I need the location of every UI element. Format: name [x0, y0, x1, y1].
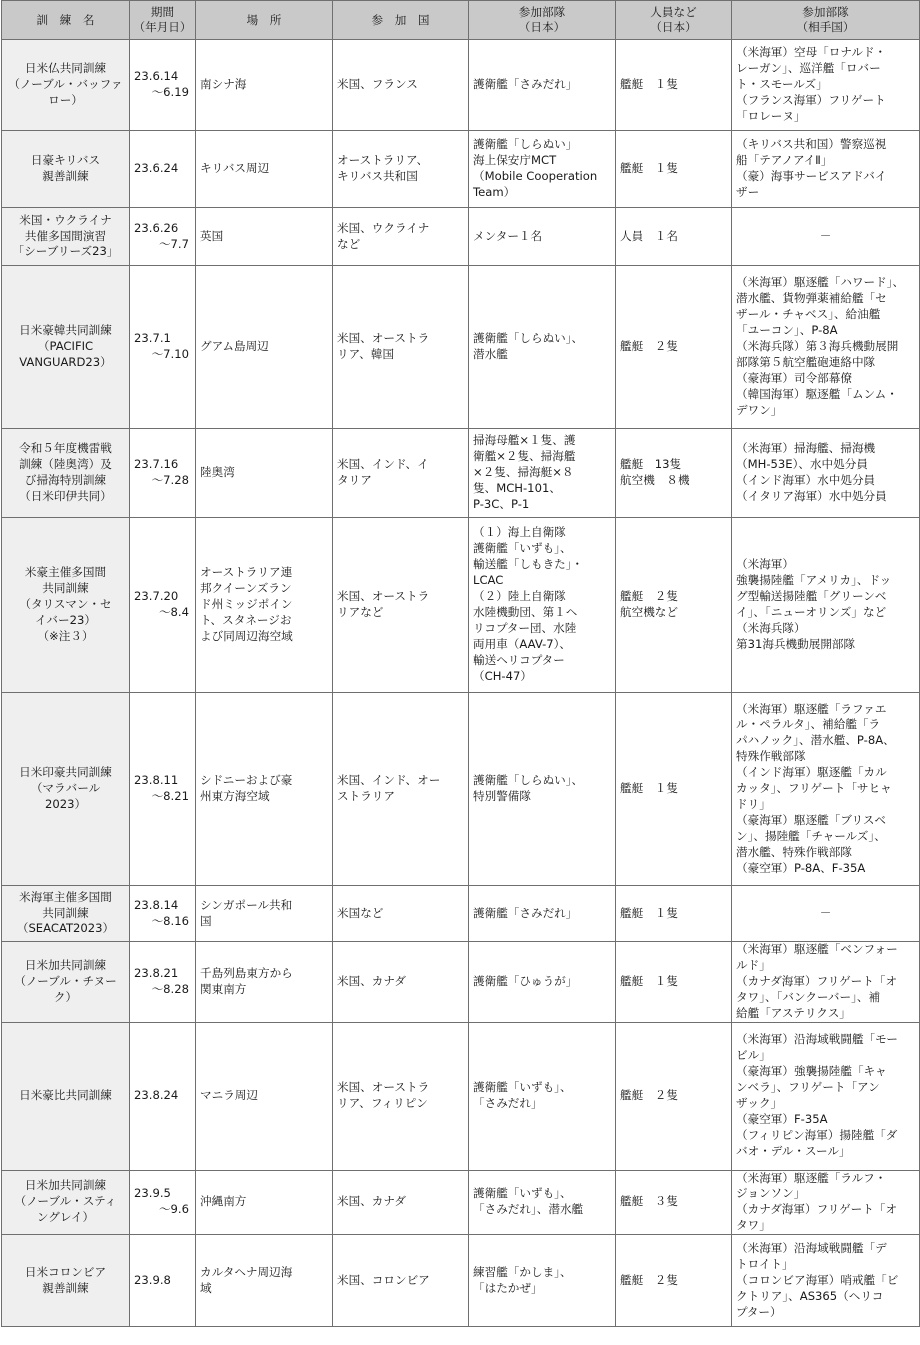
cell-units-partner [732, 518, 920, 693]
cell-name-text: 日米コロンビア 親善訓練 [24, 1264, 107, 1295]
table-row [2, 1022, 920, 1170]
cell-personnel [616, 693, 732, 886]
cell-personnel [616, 1170, 732, 1235]
cell-units-japan-text: 護衛艦「いずも」、 「さみだれ」 [473, 1080, 572, 1111]
cell-place [196, 208, 333, 266]
cell-name [2, 131, 130, 208]
cell-units-japan [469, 518, 616, 693]
cell-units-japan [469, 208, 616, 266]
header-row [2, 1, 920, 40]
period-start: 23.7.20 [134, 589, 179, 604]
cell-units-japan [469, 40, 616, 131]
table-row [2, 40, 920, 131]
cell-name [2, 40, 130, 131]
period-start: 23.9.8 [134, 1272, 171, 1287]
cell-countries-text: 米国、オーストラ リア、韓国 [337, 331, 430, 361]
period-start: 23.7.1 [134, 331, 171, 346]
cell-name-text: 日米豪比共同訓練 [19, 1088, 112, 1103]
table-row [2, 518, 920, 693]
period-start: 23.6.14 [134, 69, 179, 84]
cell-units-partner [732, 208, 920, 266]
period-start: 23.8.21 [134, 965, 179, 980]
cell-name-text: 米国・ウクライナ 共催多国間演習 「シーブリーズ23」 [12, 212, 119, 259]
cell-name [2, 1170, 130, 1235]
cell-personnel-text: 艦艇 １隻 [620, 781, 678, 796]
cell-countries-text: 米国、カナダ [337, 973, 406, 988]
cell-period [130, 208, 196, 266]
cell-place-text: グアム島周辺 [200, 339, 269, 354]
cell-countries-text: 米国など [337, 905, 384, 920]
cell-units-partner [732, 1170, 920, 1235]
cell-place-text: 英国 [200, 228, 224, 243]
cell-place-text: シンガポール共和 国 [200, 897, 293, 928]
cell-units-japan [469, 942, 616, 1023]
cell-place-text: カルタヘナ周辺海 域 [200, 1264, 293, 1295]
header-countries: 参 加 国 [333, 1, 469, 40]
cell-name [2, 886, 130, 942]
cell-period [130, 518, 196, 693]
cell-countries [333, 518, 469, 693]
cell-name [2, 1022, 130, 1170]
cell-name-text: 日米印豪共同訓練 （マラバール 2023） [19, 765, 112, 811]
period-end: ～7.7 [158, 236, 189, 251]
cell-name [2, 942, 130, 1023]
cell-units-partner [732, 942, 920, 1023]
cell-units-partner-text: － [819, 905, 832, 920]
cell-name-text: 日米豪韓共同訓練 （PACIFIC VANGUARD23） [19, 323, 112, 369]
cell-countries-text: 米国、インド、イ タリア [337, 457, 429, 487]
period-end: ～8.16 [151, 913, 189, 928]
cell-place-text: シドニーおよび豪 州東方海空域 [200, 773, 293, 803]
cell-place-text: オーストラリア連 邦クイーンズラン ド州ミッジポイン ト、スタネージお よび同周辺海空域 [200, 565, 293, 643]
cell-personnel-text: 艦艇 ２隻 [620, 339, 678, 354]
cell-units-partner [732, 1235, 920, 1327]
period-start: 23.6.24 [134, 161, 179, 176]
cell-units-japan-text: 護衛艦「いずも」、 「さみだれ」、潜水艦 [473, 1186, 584, 1217]
cell-units-japan-text: 護衛艦「しらぬい」、 特別警備隊 [473, 773, 584, 803]
cell-units-partner-text: （米海軍）沿海域戦闘艦「モー ビル」 （豪海軍）強襲揚陸艦「キャ ンベラ」、フリゲート「アン ザック」 （豪空軍）F-35A （フィリピン海軍）揚陸艦「ダ バオ・デル・スール」 [736, 1032, 898, 1158]
cell-period [130, 429, 196, 518]
table-row [2, 886, 920, 942]
cell-personnel-text: 艦艇 １隻 [620, 973, 678, 988]
cell-period [130, 131, 196, 208]
period-start: 23.7.16 [134, 457, 179, 472]
cell-countries-text: 米国、オーストラ リアなど [337, 589, 430, 619]
table-row [2, 131, 920, 208]
period-end: ～7.10 [151, 347, 189, 361]
cell-countries [333, 131, 469, 208]
cell-personnel [616, 429, 732, 518]
cell-place [196, 942, 333, 1023]
cell-units-partner-text: （米海軍）駆逐艦「ハワード」、 潜水艦、貨物弾薬補給艦「セ ザール・チャベス」、給油艦 「ユーコン」、P-8A （米海兵隊）第３海兵機動展開 部隊第５航空艦砲連絡中隊 （豪海軍）司令部幕僚 （韓国海軍）駆逐艦「ムンム・ デワン」 [736, 275, 905, 417]
header-units-japan: 参加部隊 （日本） [469, 1, 616, 40]
cell-personnel-text: 艦艇 １隻 [620, 905, 678, 920]
cell-place [196, 693, 333, 886]
cell-countries [333, 1170, 469, 1235]
cell-personnel [616, 40, 732, 131]
period-end: ～8.21 [151, 789, 189, 803]
cell-units-partner [732, 1022, 920, 1170]
cell-units-partner-text: （米海軍）沿海域戦闘艦「デ トロイト」 （コロンビア海軍）哨戒艦「ビ クトリア」、AS365（ヘリコ プター） [736, 1240, 899, 1319]
cell-name [2, 1235, 130, 1327]
cell-countries-text: 米国、ウクライナ など [337, 220, 430, 251]
period-end: ～8.4 [158, 605, 189, 619]
cell-personnel [616, 518, 732, 693]
cell-personnel [616, 131, 732, 208]
table-row [2, 1170, 920, 1235]
cell-period [130, 942, 196, 1023]
period-start: 23.8.14 [134, 897, 179, 912]
cell-period [130, 693, 196, 886]
cell-units-partner [732, 429, 920, 518]
period-start: 23.8.11 [134, 773, 179, 788]
cell-place [196, 1235, 333, 1327]
cell-units-japan-text: 掃海母艦×１隻、護 衛艦×２隻、掃海艦 ×２隻、掃海艇×８ 隻、MCH-101、 P-3C、P-1 [473, 433, 576, 511]
period-end: ～7.28 [151, 473, 189, 487]
cell-countries-text: 米国、コロンビア [337, 1272, 430, 1287]
cell-units-japan [469, 693, 616, 886]
cell-units-partner [732, 266, 920, 429]
cell-name [2, 266, 130, 429]
cell-units-partner-text: （米海軍）駆逐艦「ベンフォー ルド」 （カナダ海軍）フリゲート「オ タワ」、「バンクーバー」、補 給艦「アステリクス」 [736, 942, 898, 1020]
table-row [2, 1235, 920, 1327]
header-period: 期間 （年月日） [130, 1, 196, 40]
cell-name [2, 208, 130, 266]
cell-countries [333, 1235, 469, 1327]
period-end: ～6.19 [151, 85, 189, 99]
cell-place [196, 518, 333, 693]
cell-name-text: 日米加共同訓練 （ノーブル・チヌー ク） [14, 957, 117, 1004]
cell-name [2, 429, 130, 518]
cell-period [130, 40, 196, 131]
cell-personnel-text: 艦艇 13隻 航空機 ８機 [620, 457, 690, 487]
joint-exercise-table [1, 0, 920, 1327]
cell-personnel-text: 艦艇 １隻 [620, 77, 678, 92]
cell-countries-text: 米国、フランス [337, 77, 418, 92]
cell-period [130, 886, 196, 942]
cell-units-japan-text: メンター１名 [473, 228, 543, 243]
cell-personnel-text: 艦艇 ２隻 航空機など [620, 589, 678, 619]
cell-place-text: 沖縄南方 [200, 1194, 247, 1209]
cell-countries [333, 208, 469, 266]
cell-countries [333, 942, 469, 1023]
period-start: 23.6.26 [134, 220, 179, 235]
cell-place [196, 266, 333, 429]
cell-units-japan [469, 1022, 616, 1170]
header-place: 場 所 [196, 1, 333, 40]
cell-countries-text: 米国、オーストラ リア、フィリピン [337, 1080, 430, 1111]
cell-units-japan [469, 1170, 616, 1235]
cell-place-text: 千島列島東方から 関東南方 [200, 965, 293, 996]
cell-name-text: 日豪キリバス 親善訓練 [30, 153, 101, 183]
cell-units-japan-text: 練習艦「かしま」、 「はたかぜ」 [473, 1264, 572, 1295]
cell-place [196, 1170, 333, 1235]
cell-period [130, 266, 196, 429]
cell-personnel [616, 266, 732, 429]
cell-countries-text: 米国、カナダ [337, 1194, 406, 1209]
cell-personnel [616, 942, 732, 1023]
cell-units-partner [732, 40, 920, 131]
cell-personnel-text: 艦艇 １隻 [620, 161, 678, 176]
cell-countries [333, 886, 469, 942]
cell-units-partner-text: （米海軍）掃海艦、掃海機 （MH-53E）、水中処分員 （インド海軍）水中処分員 （イタリア海軍）水中処分員 [736, 441, 887, 503]
cell-units-partner [732, 131, 920, 208]
cell-personnel [616, 886, 732, 942]
cell-name-text: 日米加共同訓練 （ノーブル・スティ ングレイ） [14, 1178, 117, 1225]
cell-units-partner [732, 886, 920, 942]
cell-period [130, 1170, 196, 1235]
cell-place-text: 陸奥湾 [200, 465, 235, 480]
table-row [2, 429, 920, 518]
cell-units-japan [469, 886, 616, 942]
period-start: 23.9.5 [134, 1186, 171, 1201]
cell-countries [333, 266, 469, 429]
cell-units-japan-text: （１）海上自衛隊 護衛艦「いずも」、 輸送艦「しもきた」・ LCAC （２）陸上自衛隊 水陸機動団、第１ヘ リコプター団、水陸 両用車（AAV-7）、 輸送ヘリコプター （CH-47） [473, 525, 584, 683]
table-row [2, 942, 920, 1023]
cell-units-japan [469, 429, 616, 518]
header-name: 訓 練 名 [2, 1, 130, 40]
cell-units-partner [732, 693, 920, 886]
cell-units-japan-text: 護衛艦「さみだれ」 [473, 77, 578, 92]
cell-units-partner-text: （米海軍）駆逐艦「ラルフ・ ジョンソン」 （カナダ海軍）フリゲート「オ タワ」 [736, 1170, 898, 1233]
cell-personnel [616, 1235, 732, 1327]
cell-countries [333, 1022, 469, 1170]
cell-units-partner-text: － [819, 228, 832, 243]
cell-place-text: キリバス周辺 [200, 161, 270, 176]
cell-personnel [616, 1022, 732, 1170]
period-end: ～9.6 [158, 1202, 189, 1217]
cell-personnel [616, 208, 732, 266]
cell-personnel-text: 人員 １名 [620, 228, 678, 243]
cell-countries [333, 40, 469, 131]
cell-place [196, 429, 333, 518]
cell-units-japan-text: 護衛艦「しらぬい」 海上保安庁MCT （Mobile Cooperation Team） [473, 137, 598, 199]
table-row [2, 208, 920, 266]
cell-countries-text: 米国、インド、オー ストラリア [337, 773, 441, 803]
header-units-partner: 参加部隊 （相手国） [732, 1, 920, 40]
cell-name-text: 日米仏共同訓練 （ノーブル・バッファロー） [8, 61, 123, 107]
cell-units-partner-text: （米海軍）駆逐艦「ラファエ ル・ペラルタ」、補給艦「ラ パハノック」、潜水艦、P-8A、 特殊作戦部隊 （インド海軍）駆逐艦「カル カッタ」、フリゲート「サヒャ ドリ」 （豪海軍）駆逐艦「ブリスベ ン」、揚陸艦「チャールズ」、 潜水艦、特殊作戦部隊 （豪空軍）P-8A、F-35A [736, 701, 895, 875]
cell-name [2, 518, 130, 693]
header-personnel: 人員など （日本） [616, 1, 732, 40]
cell-personnel-text: 艦艇 ２隻 [620, 1272, 678, 1287]
cell-period [130, 1022, 196, 1170]
cell-countries [333, 429, 469, 518]
cell-place-text: 南シナ海 [200, 77, 247, 92]
cell-units-japan-text: 護衛艦「ひゅうが」 [473, 973, 578, 988]
cell-countries-text: オーストラリア、 キリバス共和国 [337, 153, 429, 183]
cell-units-japan [469, 1235, 616, 1327]
cell-name [2, 693, 130, 886]
table-row [2, 693, 920, 886]
cell-place-text: マニラ周辺 [200, 1088, 258, 1103]
cell-units-japan [469, 131, 616, 208]
cell-personnel-text: 艦艇 ３隻 [620, 1194, 678, 1209]
cell-name-text: 米海軍主催多国間 共同訓練 （SEACAT2023） [16, 889, 115, 936]
cell-units-partner-text: （キリバス共和国）警察巡視 船「テアノアイⅡ」 （豪）海事サービスアドバイ ザー [736, 137, 887, 199]
cell-units-japan [469, 266, 616, 429]
period-end: ～8.28 [151, 981, 189, 996]
table-body [2, 40, 920, 1327]
cell-period [130, 1235, 196, 1327]
cell-name-text: 令和５年度機雷戦 訓練（陸奥湾）及 び掃海特別訓練 （日米印伊共同） [19, 441, 112, 503]
cell-units-japan-text: 護衛艦「さみだれ」 [473, 905, 578, 920]
cell-place [196, 131, 333, 208]
cell-name-text: 米豪主催多国間 共同訓練 （タリスマン・セ イバー23） （※注３） [19, 565, 112, 643]
period-start: 23.8.24 [134, 1088, 179, 1103]
cell-countries [333, 693, 469, 886]
cell-units-japan-text: 護衛艦「しらぬい」、 潜水艦 [473, 331, 584, 361]
cell-personnel-text: 艦艇 ２隻 [620, 1088, 678, 1103]
cell-place [196, 40, 333, 131]
cell-place [196, 886, 333, 942]
cell-units-partner-text: （米海軍）空母「ロナルド・ レーガン」、巡洋艦「ロバー ト・スモールズ」 （フランス海軍）フリゲート 「ロレーヌ」 [736, 45, 887, 123]
table-row [2, 266, 920, 429]
cell-units-partner-text: （米海軍） 強襲揚陸艦「アメリカ」、ドッ グ型輸送揚陸艦「グリーンベ イ」、「ニューオリンズ」など （米海兵隊） 第31海兵機動展開部隊 [736, 557, 892, 651]
cell-place [196, 1022, 333, 1170]
